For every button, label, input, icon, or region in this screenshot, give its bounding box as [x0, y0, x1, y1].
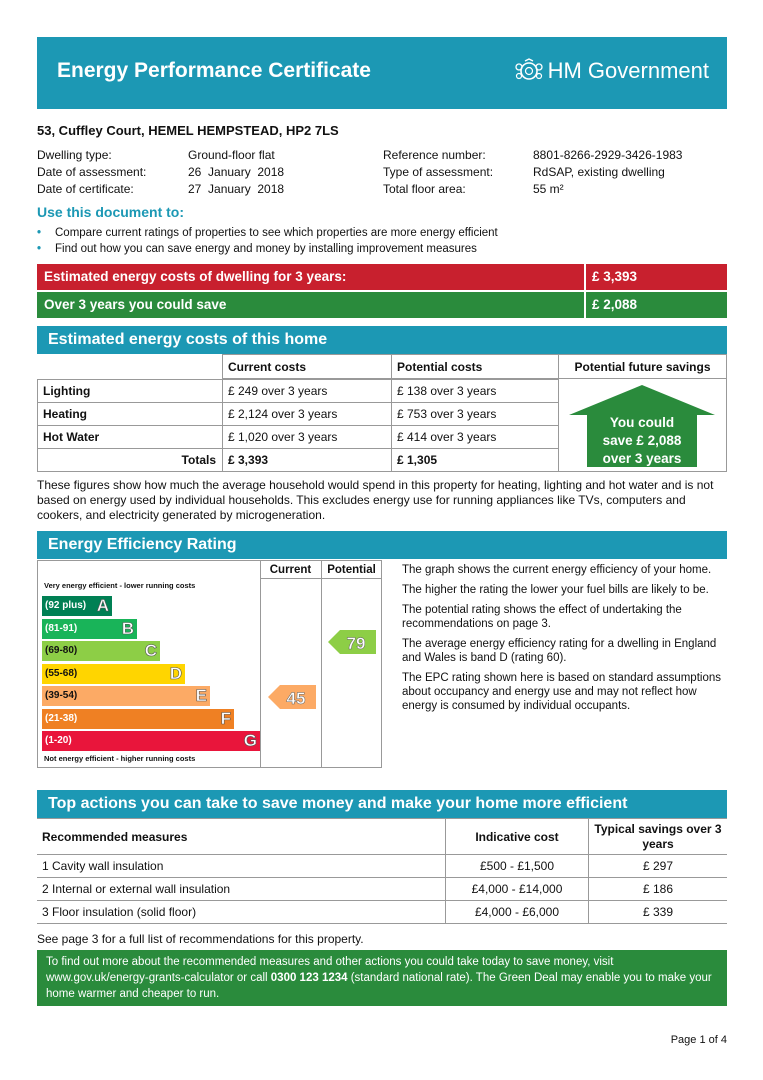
totals-current: £ 3,393	[222, 448, 392, 472]
cell-heating-potential: £ 753 over 3 years	[391, 402, 559, 426]
floor-area-label: Total floor area:	[383, 182, 466, 196]
rating-band-b	[42, 619, 137, 639]
info-text-start: To find out more about the recommended measures and other actions you could take today to save money, visit www.gov.uk/energy-grants-calculator or call	[46, 956, 614, 984]
current-rating-value: 45	[286, 689, 306, 708]
totals-label: Totals	[37, 448, 223, 472]
cell-lighting-current: £ 249 over 3 years	[222, 379, 392, 403]
measure-1: 1 Cavity wall insulation	[37, 854, 446, 878]
potential-rating-arrow	[328, 630, 378, 654]
col-potential-costs: Potential costs	[391, 354, 559, 379]
measure-1-savings: £ 297	[588, 854, 727, 878]
rating-band-e	[42, 686, 210, 706]
page-number: Page 1 of 4	[670, 1034, 727, 1046]
assessment-type-label: Type of assessment:	[383, 165, 494, 179]
current-rating-arrow	[268, 685, 318, 709]
list-item	[37, 225, 498, 241]
rating-band-d	[42, 664, 185, 684]
savings-arrow-icon	[567, 383, 717, 469]
row-label-hot-water: Hot Water	[37, 425, 223, 449]
potential-rating-value: 79	[346, 634, 366, 653]
rating-paragraph: The potential rating shows the effect of undertaking the recommendations on page 3.	[402, 604, 682, 630]
info-text-end: (standard national rate). The Green Deal may enable you to make your home warmer and cheaper to run.	[46, 972, 712, 1000]
band-letter: D	[169, 663, 182, 683]
royal-crest-icon	[514, 58, 544, 84]
measure-3-cost: £4,000 - £6,000	[445, 900, 589, 924]
cell-hot-water-current: £ 1,020 over 3 years	[222, 425, 392, 449]
savings-arrow-line-1: You could	[609, 415, 675, 430]
could-save-label: Over 3 years you could save	[44, 297, 227, 312]
cell-lighting-potential: £ 138 over 3 years	[391, 379, 559, 403]
band-range: (39-54)	[45, 690, 78, 701]
chart-bottom-caption: Not energy efficient - higher running costs	[44, 754, 196, 763]
band-range: (81-91)	[45, 622, 78, 634]
could-save-bar	[37, 292, 727, 318]
list-item	[37, 241, 498, 257]
band-range: (55-68)	[45, 667, 78, 679]
rating-band-f	[42, 709, 234, 729]
rating-explanation	[402, 563, 727, 719]
savings-arrow-line-2: save £ 2,088	[602, 433, 682, 448]
assessment-date-value: 26 January 2018	[188, 165, 285, 179]
measure-1-cost: £500 - £1,500	[445, 854, 589, 878]
measure-2-cost: £4,000 - £14,000	[445, 877, 589, 901]
estimated-costs-value: £ 3,393	[584, 264, 637, 290]
band-letter: G	[243, 731, 257, 750]
could-save-value: £ 2,088	[584, 292, 637, 318]
col-indicative-cost: Indicative cost	[445, 818, 589, 855]
rating-paragraph: The average energy efficiency rating for a dwelling in England and Wales is band D (rating 60).	[402, 638, 717, 664]
band-letter: F	[220, 708, 231, 728]
totals-potential: £ 1,305	[391, 448, 559, 472]
use-document-list	[37, 225, 498, 257]
chart-col-potential: Potential	[327, 564, 376, 576]
cell-heating-current: £ 2,124 over 3 years	[222, 402, 392, 426]
bullet-text: Compare current ratings of properties to see which properties are more energy efficient	[55, 227, 498, 239]
reference-value: 8801-8266-2929-3426-1983	[533, 148, 683, 162]
costs-section-title: Estimated energy costs of this home	[37, 326, 727, 354]
measure-2: 2 Internal or external wall insulation	[37, 877, 446, 901]
band-letter: A	[96, 596, 109, 615]
row-label-lighting: Lighting	[37, 379, 223, 403]
bullet-icon: •	[37, 227, 42, 239]
rating-band-c	[42, 641, 160, 661]
reference-label: Reference number:	[383, 148, 486, 162]
assessment-date-label: Date of assessment:	[37, 165, 147, 179]
band-range: (69-80)	[45, 645, 78, 656]
actions-section-title: Top actions you can take to save money and make your home more efficient	[37, 790, 727, 818]
rating-paragraph: The graph shows the current energy efficiency of your home.	[402, 564, 712, 576]
government-name: HM Government	[547, 58, 709, 83]
col-current-costs: Current costs	[222, 354, 392, 379]
col-future-savings: Potential future savings	[558, 354, 727, 379]
col-typical-savings: Typical savings over 3 years	[588, 818, 727, 855]
government-logo	[514, 58, 709, 84]
measure-2-savings: £ 186	[588, 877, 727, 901]
chart-top-caption: Very energy efficient - lower running costs	[44, 581, 196, 590]
band-letter: E	[195, 686, 207, 705]
costs-note: These figures show how much the average household would spend in this property for heating, lighting and hot water and is not based on energy used by individual households. This excludes energy use for running appliances like TVs, computers and cookers, and electricity generated by microgeneration.	[37, 478, 714, 522]
bullet-text: Find out how you can save energy and money by installing improvement measures	[55, 243, 477, 255]
chart-col-current: Current	[269, 564, 312, 576]
measure-3: 3 Floor insulation (solid floor)	[37, 900, 446, 924]
use-document-title: Use this document to:	[37, 204, 185, 220]
estimated-costs-bar	[37, 264, 727, 290]
rating-paragraph: The higher the rating the lower your fuel bills are likely to be.	[402, 584, 709, 596]
band-range: (1-20)	[45, 735, 72, 746]
divider	[260, 578, 382, 579]
certificate-header	[37, 37, 727, 109]
divider	[260, 561, 261, 767]
property-address: 53, Cuffley Court, HEMEL HEMPSTEAD, HP2 7LS	[37, 123, 339, 138]
cell-hot-water-potential: £ 414 over 3 years	[391, 425, 559, 449]
dwelling-type-label: Dwelling type:	[37, 148, 112, 162]
measure-3-savings: £ 339	[588, 900, 727, 924]
assessment-type-value: RdSAP, existing dwelling	[533, 165, 665, 179]
estimated-costs-label: Estimated energy costs of dwelling for 3 years:	[44, 269, 347, 284]
certificate-title: Energy Performance Certificate	[57, 59, 371, 82]
green-deal-info	[37, 950, 727, 1006]
dwelling-type-value: Ground-floor flat	[188, 148, 275, 162]
certificate-date-value: 27 January 2018	[188, 182, 285, 196]
divider	[321, 561, 322, 767]
floor-area-value: 55 m²	[533, 182, 564, 196]
bullet-icon: •	[37, 243, 42, 255]
band-range: (92 plus)	[45, 600, 87, 611]
col-recommended-measures: Recommended measures	[37, 818, 446, 855]
band-letter: C	[144, 641, 157, 660]
info-phone: 0300 123 1234	[270, 972, 348, 984]
energy-rating-chart	[37, 560, 382, 768]
band-letter: B	[121, 618, 134, 638]
rating-band-g	[42, 731, 260, 751]
band-range: (21-38)	[45, 712, 78, 724]
row-label-heating: Heating	[37, 402, 223, 426]
savings-arrow-line-3: over 3 years	[602, 451, 682, 466]
certificate-date-label: Date of certificate:	[37, 182, 134, 196]
see-page-note: See page 3 for a full list of recommendations for this property.	[37, 932, 364, 946]
rating-paragraph: The EPC rating shown here is based on standard assumptions about occupancy and energy use and may not reflect how energy is consumed by individual occupants.	[402, 672, 721, 712]
rating-band-a	[42, 596, 112, 616]
rating-section-title: Energy Efficiency Rating	[37, 531, 727, 559]
